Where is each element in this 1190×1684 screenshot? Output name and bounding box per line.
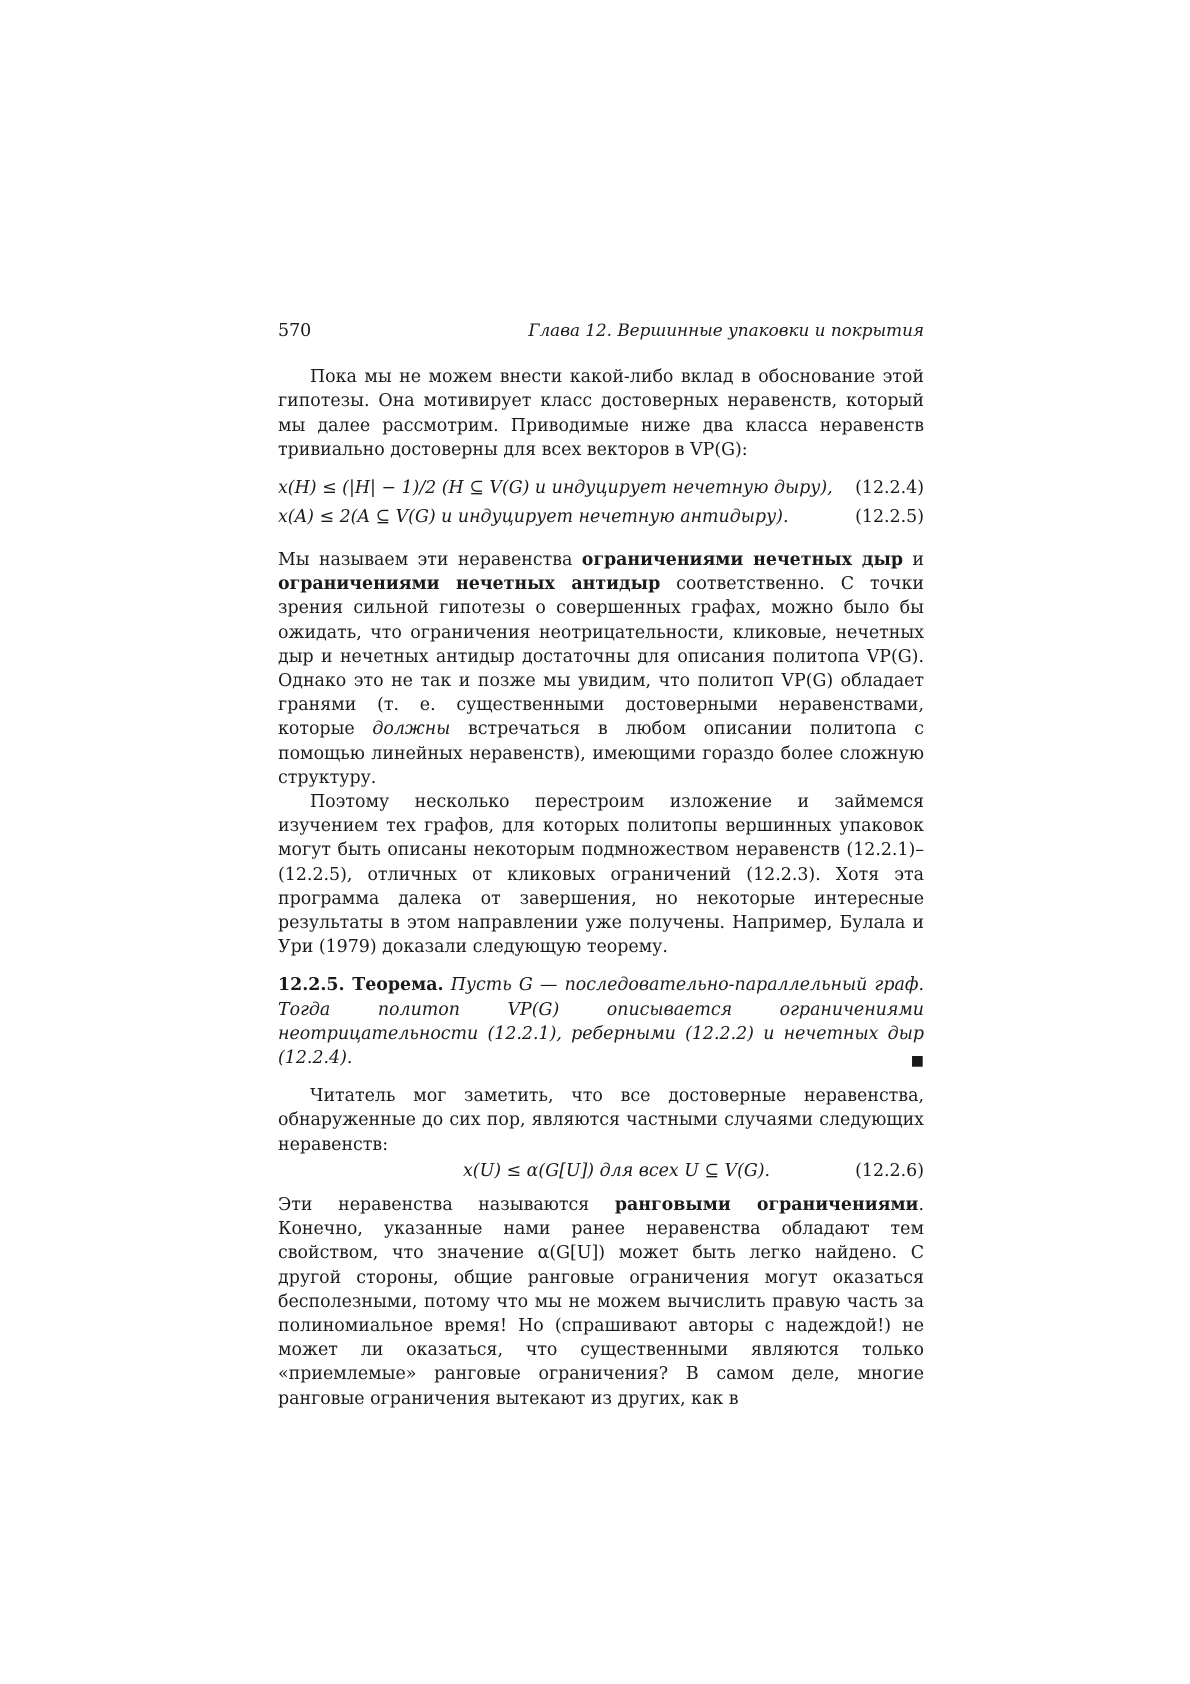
text-run: соответственно. С точки зрения сильной гипотезы о совершенных графах, можно было бы ожидать, что ограничения неотрицательности, кликовые, нечетных дыр и нечетных антидыр достаточны для описания политопа VP(G). Однако это не так и позже мы увидим, что политоп VP(G) обладает гранями (т. е. существенными достоверными неравенствами, которые — [278, 574, 924, 740]
text-run: Эти неравенства называются — [278, 1194, 615, 1215]
running-head — [278, 318, 924, 343]
theorem-label: 12.2.5. Теорема. — [278, 975, 444, 996]
equation-body: x(A) ≤ 2(A ⊆ V(G) и индуцирует нечетную антидыру). — [278, 507, 789, 528]
theorem-12-2-5 — [278, 973, 924, 1070]
term-odd-hole-constraints: ограничениями нечетных дыр — [581, 550, 904, 571]
equation-12-2-4 — [278, 476, 924, 505]
theorem-text — [278, 973, 924, 1070]
theorem-statement: Пусть G — последовательно-параллельный граф. Тогда политоп VP(G) описывается ограничениями неотрицательности (12.2.1), реберными (12.2.2) и нечетных дыр (12.2.4). — [278, 975, 924, 1069]
equation-12-2-5 — [278, 505, 924, 534]
equation-number: (12.2.6) — [855, 1160, 924, 1181]
chapter-title: Глава 12. Вершинные упаковки и покрытия — [528, 320, 924, 340]
page-number: 570 — [278, 321, 312, 341]
equation-12-2-6 — [278, 1159, 924, 1187]
paragraph-definitions — [278, 548, 924, 790]
paragraph-program: Поэтому несколько перестроим изложение и займемся изучением тех графов, для которых политопы вершинных упаковок могут быть описаны некоторым подмножеством неравенств (12.2.1)–(12.2.5), отличных от кликовых ограничений (12.2.3). Хотя эта программа далека от завершения, но некоторые интересные результаты в этом направлении уже получены. Например, Булала и Ури (1979) доказали следующую теорему. — [278, 792, 924, 958]
equation-number: (12.2.4) — [855, 478, 924, 499]
equation-number: (12.2.5) — [855, 507, 924, 528]
text-run: и — [903, 550, 924, 571]
book-page — [278, 318, 924, 1411]
paragraph-reader-note: Читатель мог заметить, что все достоверные неравенства, обнаруженные до сих пор, являются частными случаями следующих неравенств: — [278, 1086, 924, 1155]
text-run: . Конечно, указанные нами ранее неравенства обладают тем свойством, что значение α(G[U]) может быть легко найдено. С другой стороны, общие ранговые ограничения могут оказаться бесполезными, потому что мы не можем вычислить правую часть за полиномиальное время! Но (спрашивают авторы с надеждой!) не может ли оказаться, что существенными являются только «приемлемые» ранговые ограничения? В самом деле, многие ранговые ограничения вытекают из других, как в — [278, 1194, 924, 1409]
term-rank-constraints: ранговыми ограничениями — [614, 1194, 919, 1215]
qed-square-icon: ■ — [910, 1053, 924, 1070]
term-odd-antihole-constraints: ограничениями нечетных антидыр — [278, 574, 661, 595]
equation-body: x(H) ≤ (|H| − 1)/2 (H ⊆ V(G) и индуцирует нечетную дыру), — [278, 478, 833, 499]
equation-body: x(U) ≤ α(G[U]) для всех U ⊆ V(G). — [463, 1160, 771, 1181]
equation-block — [278, 476, 924, 534]
paragraph-rank-constraints — [278, 1193, 924, 1411]
text-run: встречаться в любом описании политопа с помощью линейных неравенств), имеющими гораздо более сложную структуру. — [278, 719, 924, 788]
paragraph-intro: Пока мы не можем внести какой-либо вклад в обоснование этой гипотезы. Она мотивирует класс достоверных неравенств, который мы далее рассмотрим. Приводимые ниже два класса неравенств тривиально достоверны для всех векторов в VP(G): — [278, 367, 924, 460]
text-run: Мы называем эти неравенства — [278, 550, 582, 571]
emphasis-must: должны — [372, 719, 451, 740]
